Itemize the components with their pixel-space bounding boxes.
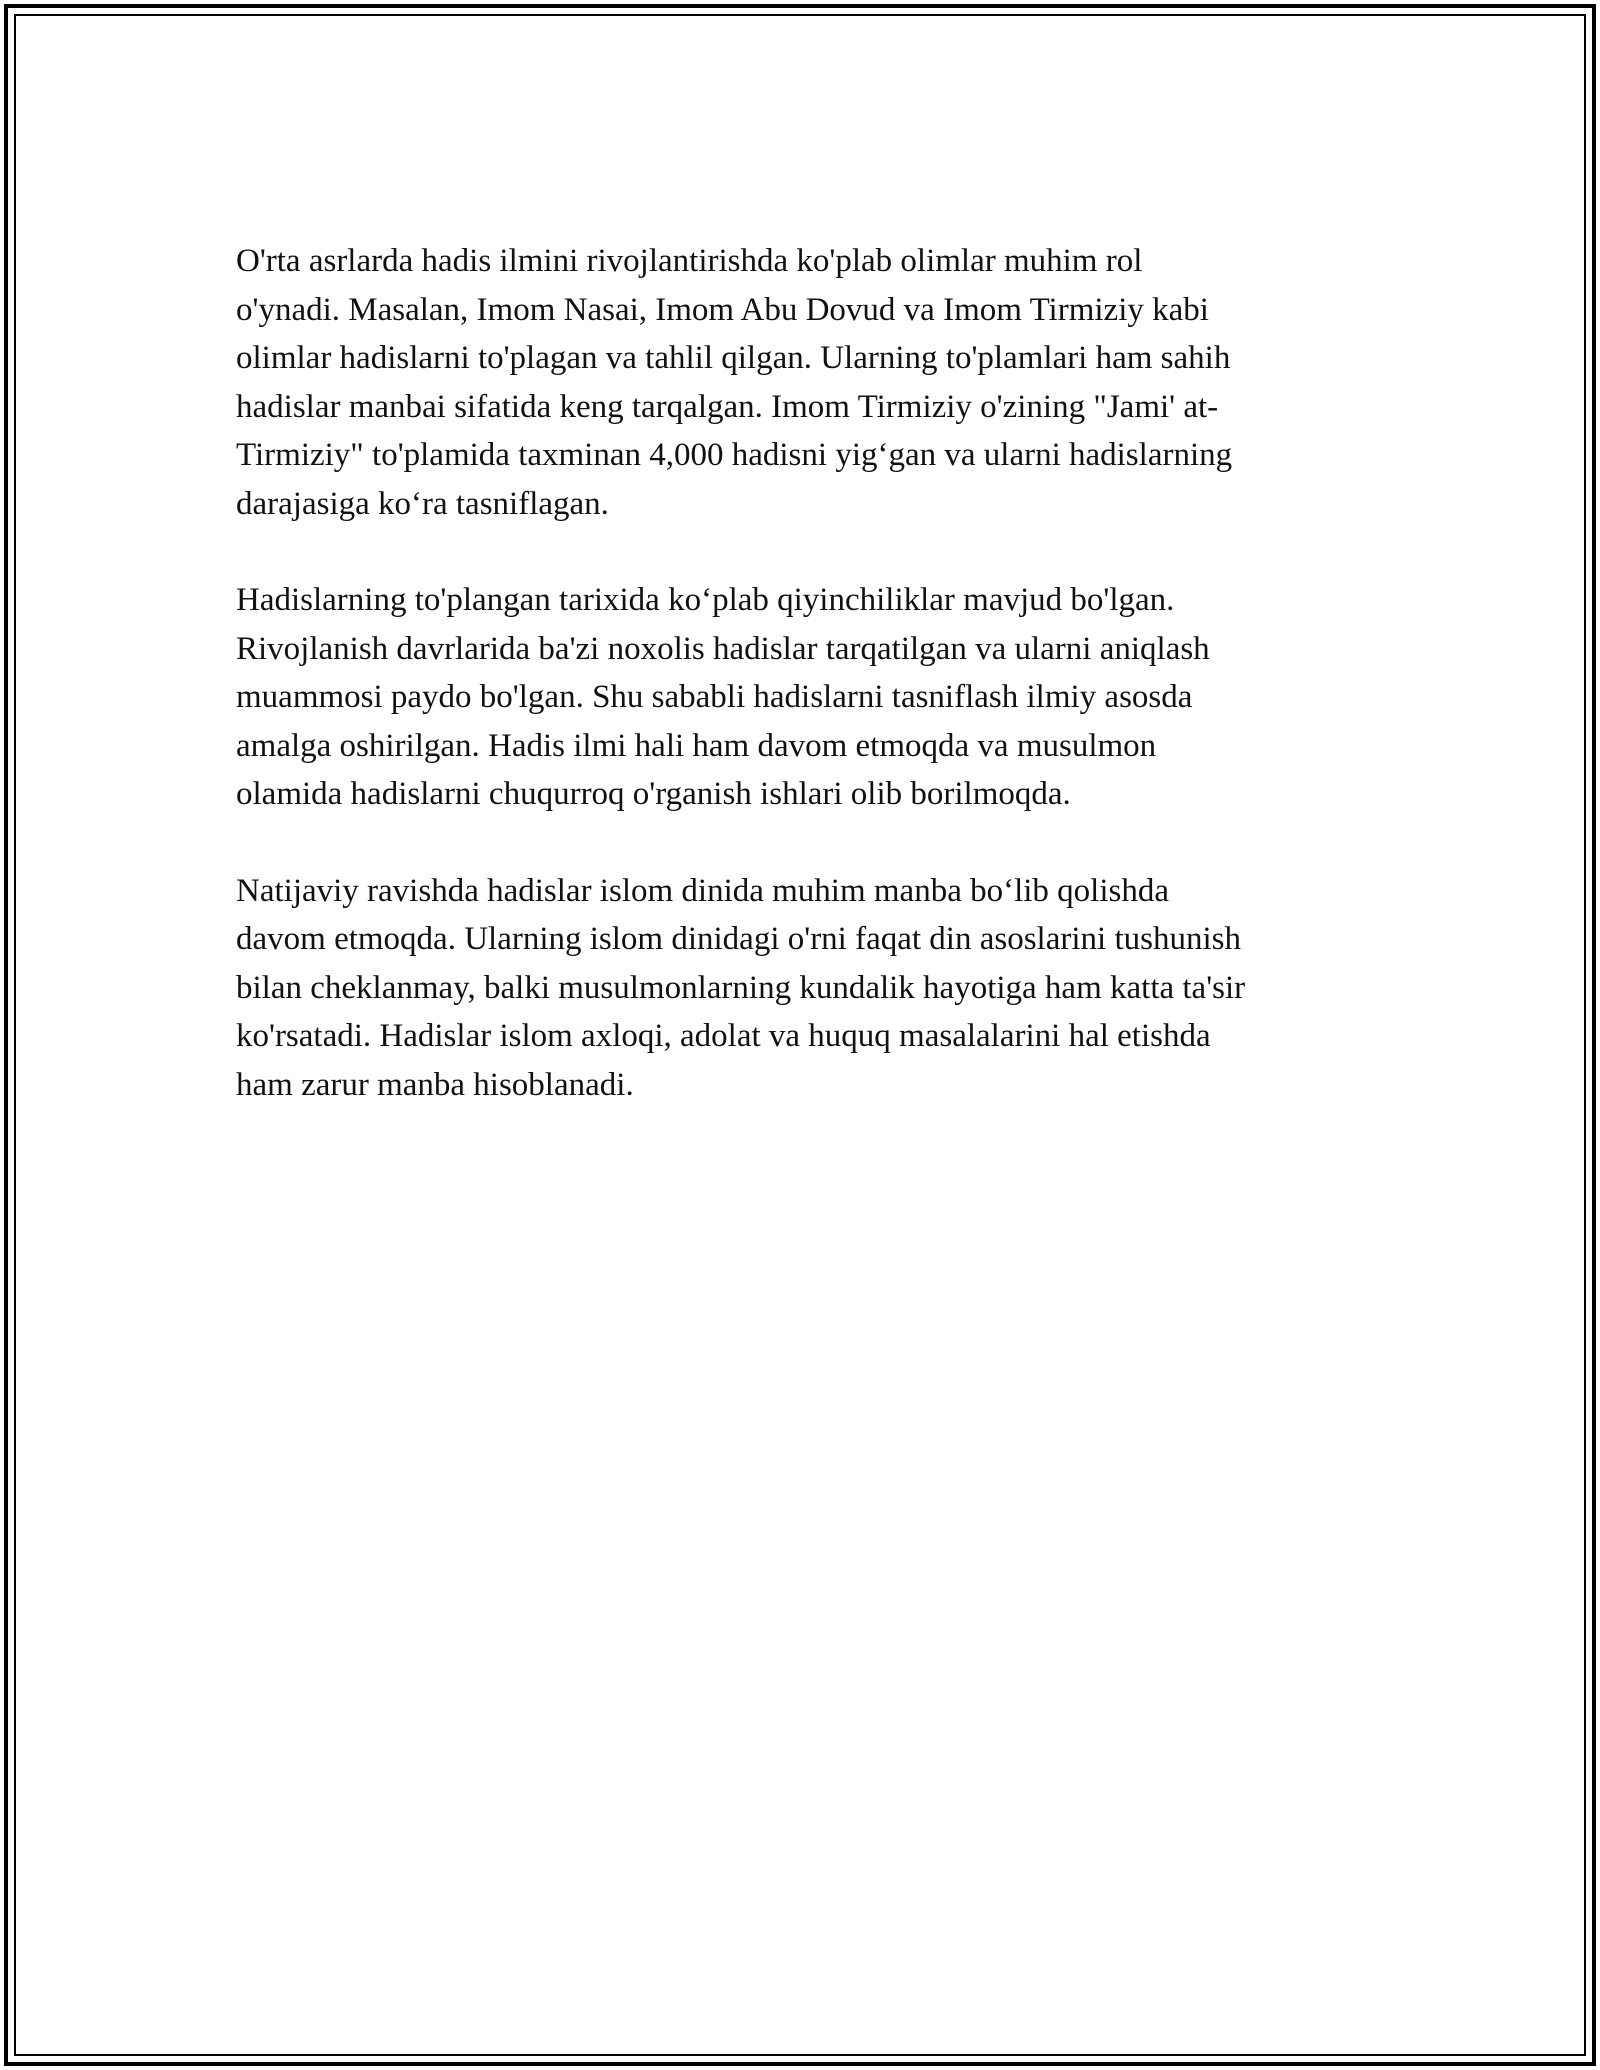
document-body	[236, 237, 1386, 1157]
paragraph-2: Hadislarning to'plangan tarixida ko‘plab qiyinchiliklar mavjud bo'lgan. Rivojlanish davrlarida ba'zi noxolis hadislar tarqatilgan va ularni aniqlash muammosi paydo bo'lgan. Shu sababli hadislarni tasniflash ilmiy asosda amalga oshirilgan. Hadis ilmi hali ham davom etmoqda va musulmon olamida hadislarni chuqurroq o'rganish ishlari olib borilmoqda.	[236, 582, 1210, 812]
paragraph-3: Natijaviy ravishda hadislar islom dinida muhim manba bo‘lib qolishda davom etmoqda. Ularning islom dinidagi o'rni faqat din asoslarini tushunish bilan cheklanmay, balki musulmonlarning kundalik hayotiga ham katta ta'sir ko'rsatadi. Hadislar islom axloqi, adolat va huquq masalalarini hal etishda ham zarur manba hisoblanadi.	[236, 872, 1246, 1103]
paragraph-1: O'rta asrlarda hadis ilmini rivojlantirishda ko'plab olimlar muhim rol o'ynadi. Masalan, Imom Nasai, Imom Abu Dovud va Imom Tirmiziy kabi olimlar hadislarni to'plagan va tahlil qilgan. Ularning to'plamlari ham sahih hadislar manbai sifatida keng tarqalgan. Imom Tirmiziy o'zining "Jami' at- Tirmiziy" to'plamida taxminan 4,000 hadisni yig‘gan va ularni hadislarning darajasiga ko‘ra tasniflagan.	[236, 243, 1233, 522]
